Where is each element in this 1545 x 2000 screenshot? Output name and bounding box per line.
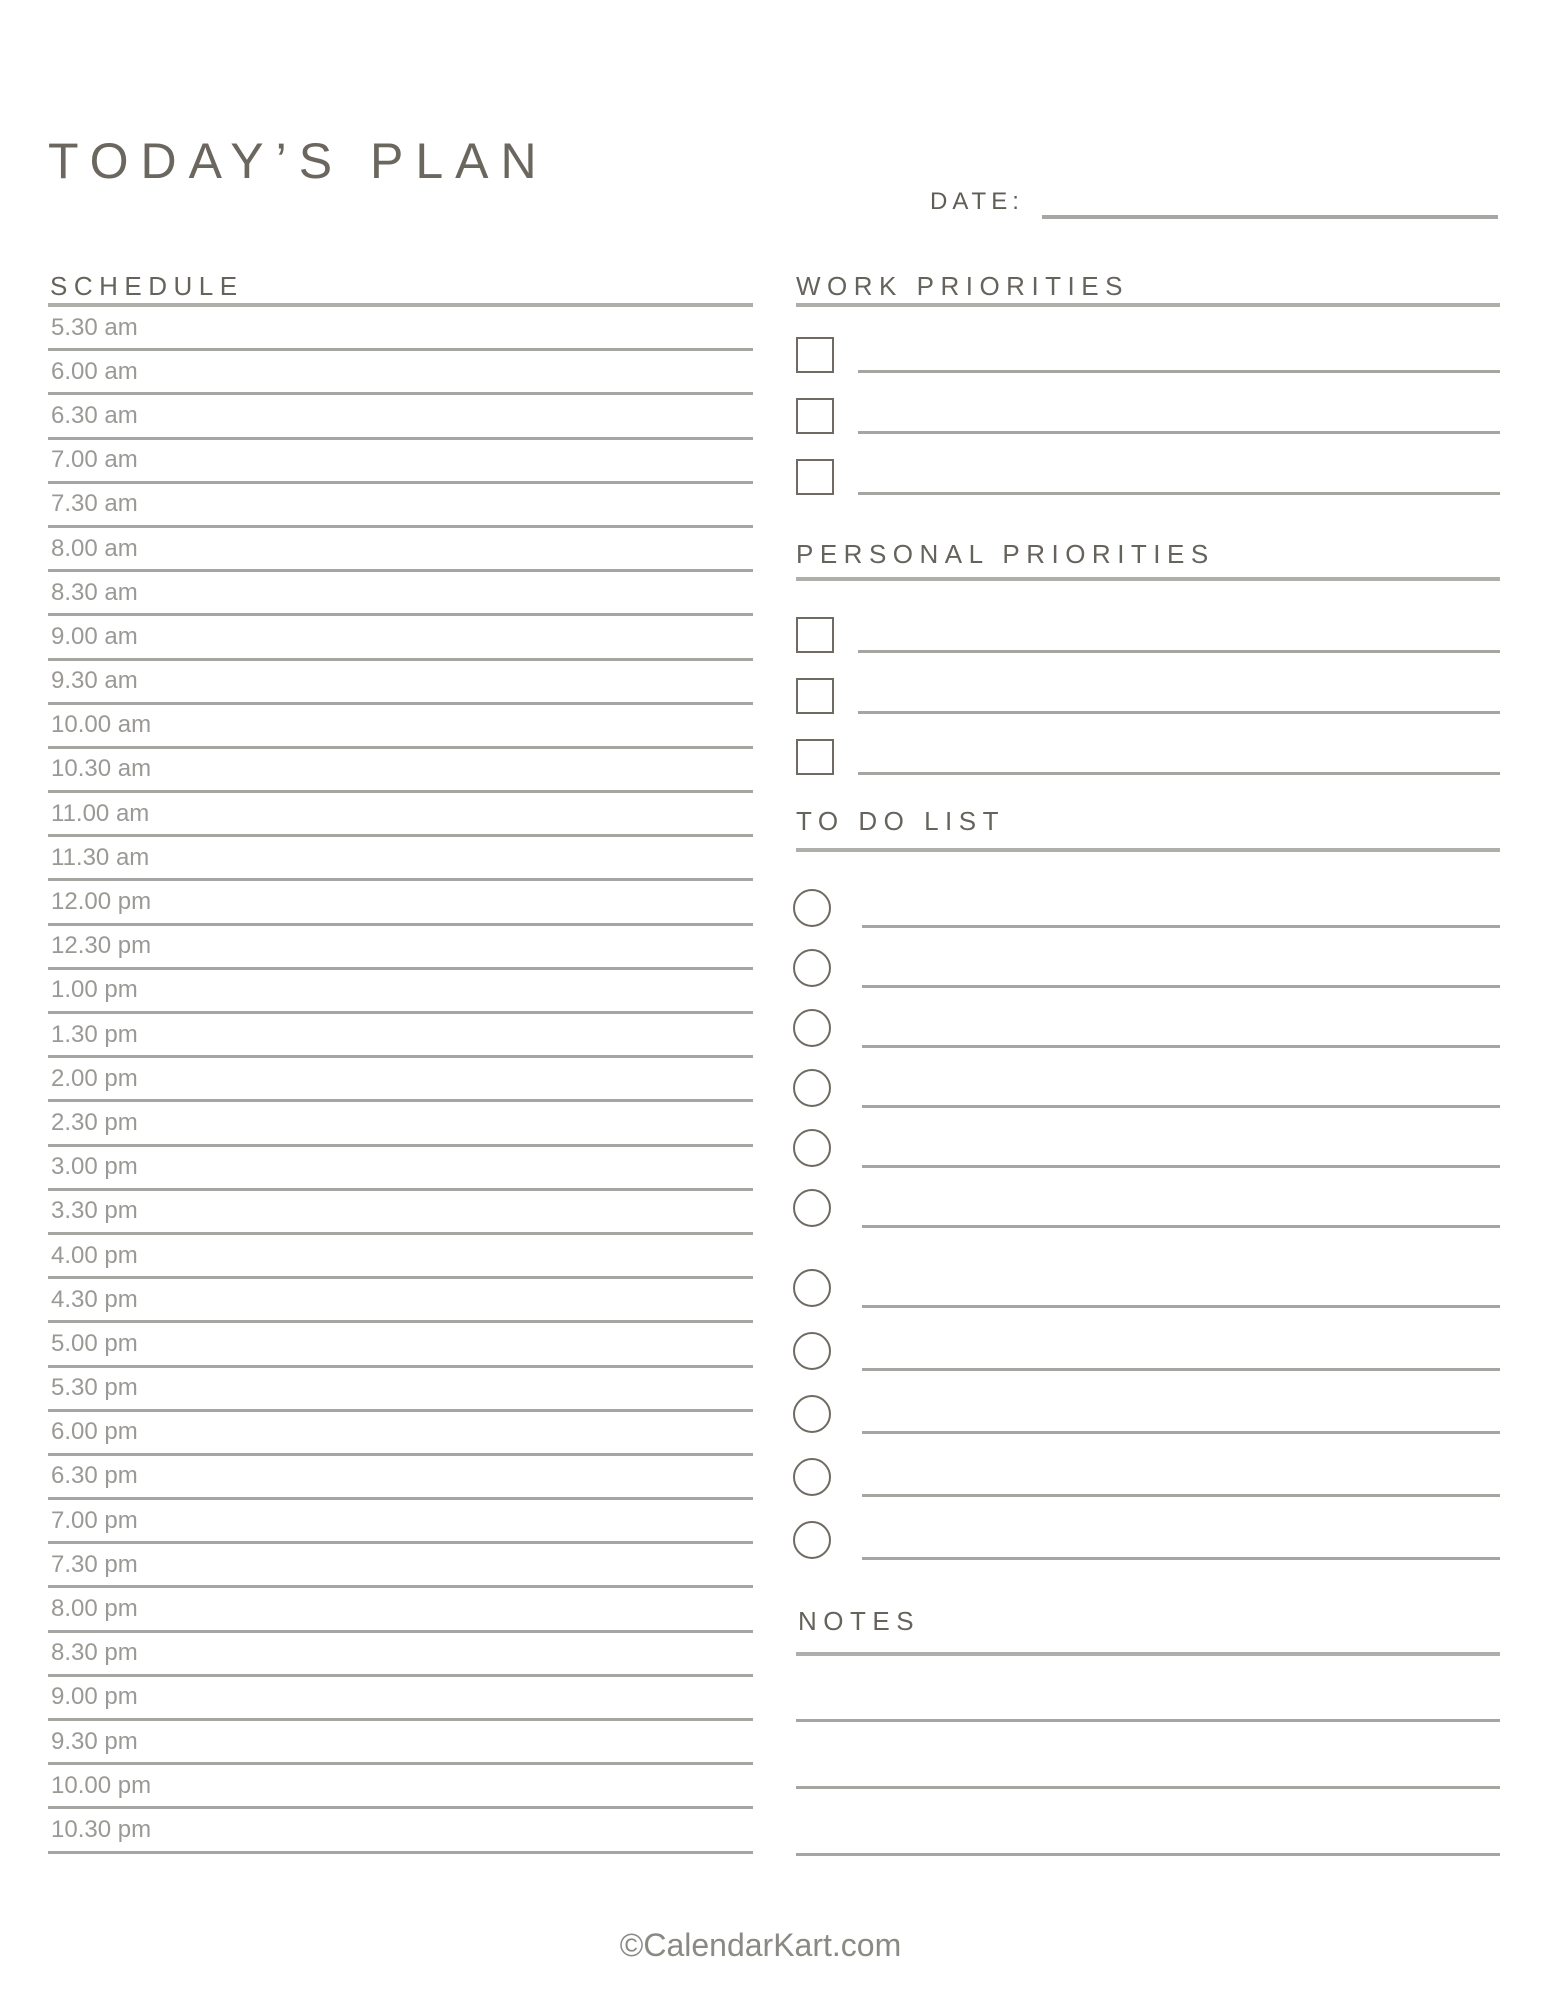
schedule-list xyxy=(48,307,753,1854)
schedule-row[interactable] xyxy=(48,528,753,572)
schedule-row[interactable] xyxy=(48,1809,753,1853)
circle-checkbox-icon[interactable] xyxy=(793,1069,831,1107)
circle-checkbox-icon[interactable] xyxy=(793,1332,831,1370)
schedule-time-label: 12.30 pm xyxy=(51,932,152,960)
schedule-time-label: 5.30 am xyxy=(51,313,138,341)
todo-row xyxy=(793,1395,1500,1458)
checkbox-icon[interactable] xyxy=(796,398,834,434)
schedule-time-label: 6.00 pm xyxy=(51,1418,138,1446)
schedule-row[interactable] xyxy=(48,1544,753,1588)
schedule-row[interactable] xyxy=(48,1633,753,1677)
notes-area xyxy=(796,1655,1500,1856)
todo-fill-line[interactable] xyxy=(862,985,1500,988)
schedule-time-label: 9.00 pm xyxy=(51,1683,138,1711)
todo-heading-rule xyxy=(796,848,1500,852)
priority-row xyxy=(796,739,1500,800)
priority-row xyxy=(796,337,1500,398)
todo-fill-line[interactable] xyxy=(862,1368,1500,1371)
schedule-row[interactable] xyxy=(48,1191,753,1235)
priority-row xyxy=(796,617,1500,678)
schedule-time-label: 8.30 am xyxy=(51,578,138,606)
schedule-time-label: 2.00 pm xyxy=(51,1064,138,1092)
schedule-time-label: 5.00 pm xyxy=(51,1329,138,1357)
schedule-time-label: 7.00 am xyxy=(51,446,138,474)
work-priorities-list xyxy=(796,337,1500,520)
priority-row xyxy=(796,678,1500,739)
schedule-time-label: 1.30 pm xyxy=(51,1020,138,1048)
schedule-row[interactable] xyxy=(48,926,753,970)
schedule-row[interactable] xyxy=(48,484,753,528)
schedule-time-label: 3.00 pm xyxy=(51,1153,138,1181)
date-fill-line[interactable] xyxy=(1042,215,1498,219)
schedule-row[interactable] xyxy=(48,1500,753,1544)
todo-fill-line[interactable] xyxy=(862,1105,1500,1108)
schedule-time-label: 10.30 am xyxy=(51,755,152,783)
schedule-time-label: 10.30 pm xyxy=(51,1815,152,1843)
schedule-time-label: 11.30 am xyxy=(51,843,150,871)
circle-checkbox-icon[interactable] xyxy=(793,889,831,927)
todo-row xyxy=(793,1069,1500,1129)
schedule-row[interactable] xyxy=(48,1677,753,1721)
priority-row xyxy=(796,398,1500,459)
schedule-row[interactable] xyxy=(48,616,753,660)
schedule-time-label: 6.00 am xyxy=(51,357,138,385)
notes-heading: NOTES xyxy=(798,1606,921,1636)
priority-fill-line[interactable] xyxy=(858,772,1500,775)
notes-fill-line[interactable] xyxy=(796,1789,1500,1856)
schedule-row[interactable] xyxy=(48,837,753,881)
schedule-row[interactable] xyxy=(48,1323,753,1367)
todo-fill-line[interactable] xyxy=(862,1225,1500,1228)
personal-priorities-heading-rule xyxy=(796,577,1500,581)
schedule-time-label: 8.00 am xyxy=(51,534,138,562)
schedule-time-label: 1.00 pm xyxy=(51,976,138,1004)
todo-fill-line[interactable] xyxy=(862,1045,1500,1048)
schedule-time-label: 7.30 pm xyxy=(51,1550,138,1578)
schedule-row[interactable] xyxy=(48,395,753,439)
schedule-time-label: 9.30 pm xyxy=(51,1727,138,1755)
schedule-time-label: 4.00 pm xyxy=(51,1241,138,1269)
todo-row xyxy=(793,1458,1500,1521)
schedule-time-label: 7.00 pm xyxy=(51,1506,138,1534)
work-priorities-heading-rule xyxy=(796,303,1500,307)
schedule-row[interactable] xyxy=(48,661,753,705)
schedule-row[interactable] xyxy=(48,1588,753,1632)
checkbox-icon[interactable] xyxy=(796,459,834,495)
todo-fill-line[interactable] xyxy=(862,1165,1500,1168)
todo-fill-line[interactable] xyxy=(862,1557,1500,1560)
priority-fill-line[interactable] xyxy=(858,711,1500,714)
schedule-row[interactable] xyxy=(48,1102,753,1146)
circle-checkbox-icon[interactable] xyxy=(793,1009,831,1047)
checkbox-icon[interactable] xyxy=(796,337,834,373)
schedule-row[interactable] xyxy=(48,351,753,395)
todo-row xyxy=(793,1189,1500,1249)
schedule-time-label: 5.30 pm xyxy=(51,1374,138,1402)
schedule-heading: SCHEDULE xyxy=(50,271,244,301)
todo-fill-line[interactable] xyxy=(862,1431,1500,1434)
priority-fill-line[interactable] xyxy=(858,492,1500,495)
circle-checkbox-icon[interactable] xyxy=(793,1129,831,1167)
schedule-row[interactable] xyxy=(48,1235,753,1279)
footer-credit: ©CalendarKart.com xyxy=(619,1927,902,1963)
todo-row xyxy=(793,1129,1500,1189)
todo-fill-line[interactable] xyxy=(862,925,1500,928)
schedule-time-label: 2.30 pm xyxy=(51,1108,138,1136)
priority-row xyxy=(796,459,1500,520)
schedule-time-label: 11.00 am xyxy=(51,799,150,827)
schedule-row[interactable] xyxy=(48,307,753,351)
todo-list xyxy=(793,889,1500,1584)
page-title: TODAY’S PLAN xyxy=(48,133,549,189)
schedule-row[interactable] xyxy=(48,1368,753,1412)
circle-checkbox-icon[interactable] xyxy=(793,1521,831,1559)
checkbox-icon[interactable] xyxy=(796,678,834,714)
todo-row xyxy=(793,1269,1500,1332)
schedule-row[interactable] xyxy=(48,1279,753,1323)
circle-checkbox-icon[interactable] xyxy=(793,1269,831,1307)
circle-checkbox-icon[interactable] xyxy=(793,949,831,987)
schedule-time-label: 6.30 am xyxy=(51,401,138,429)
schedule-time-label: 12.00 pm xyxy=(51,888,152,916)
personal-priorities-heading: PERSONAL PRIORITIES xyxy=(796,539,1215,569)
schedule-row[interactable] xyxy=(48,1014,753,1058)
date-label: DATE: xyxy=(930,188,1024,215)
schedule-row[interactable] xyxy=(48,881,753,925)
todo-fill-line[interactable] xyxy=(862,1305,1500,1308)
schedule-row[interactable] xyxy=(48,793,753,837)
notes-fill-line[interactable] xyxy=(796,1722,1500,1789)
notes-fill-line[interactable] xyxy=(796,1655,1500,1722)
schedule-row[interactable] xyxy=(48,1456,753,1500)
schedule-time-label: 8.00 pm xyxy=(51,1595,138,1623)
todo-row xyxy=(793,949,1500,1009)
priority-fill-line[interactable] xyxy=(858,431,1500,434)
schedule-time-label: 6.30 pm xyxy=(51,1462,138,1490)
work-priorities-heading: WORK PRIORITIES xyxy=(796,271,1129,301)
schedule-row[interactable] xyxy=(48,1147,753,1191)
circle-checkbox-icon[interactable] xyxy=(793,1458,831,1496)
schedule-time-label: 7.30 am xyxy=(51,490,138,518)
todo-row xyxy=(793,1521,1500,1584)
schedule-row[interactable] xyxy=(48,572,753,616)
todo-heading: TO DO LIST xyxy=(796,806,1005,836)
todo-fill-line[interactable] xyxy=(862,1494,1500,1497)
schedule-time-label: 3.30 pm xyxy=(51,1197,138,1225)
todo-row xyxy=(793,1332,1500,1395)
personal-priorities-list xyxy=(796,617,1500,800)
todo-row xyxy=(793,1009,1500,1069)
schedule-time-label: 10.00 am xyxy=(51,711,152,739)
schedule-time-label: 8.30 pm xyxy=(51,1639,138,1667)
schedule-time-label: 10.00 pm xyxy=(51,1771,152,1799)
priority-fill-line[interactable] xyxy=(858,370,1500,373)
schedule-row[interactable] xyxy=(48,1721,753,1765)
schedule-row[interactable] xyxy=(48,440,753,484)
checkbox-icon[interactable] xyxy=(796,617,834,653)
schedule-row[interactable] xyxy=(48,970,753,1014)
schedule-time-label: 4.30 pm xyxy=(51,1285,138,1313)
schedule-time-label: 9.30 am xyxy=(51,667,138,695)
schedule-row[interactable] xyxy=(48,1765,753,1809)
schedule-time-label: 9.00 am xyxy=(51,622,138,650)
circle-checkbox-icon[interactable] xyxy=(793,1395,831,1433)
schedule-row[interactable] xyxy=(48,1058,753,1102)
schedule-row[interactable] xyxy=(48,1412,753,1456)
schedule-row[interactable] xyxy=(48,749,753,793)
priority-fill-line[interactable] xyxy=(858,650,1500,653)
todo-row xyxy=(793,889,1500,949)
checkbox-icon[interactable] xyxy=(796,739,834,775)
schedule-row[interactable] xyxy=(48,705,753,749)
circle-checkbox-icon[interactable] xyxy=(793,1189,831,1227)
